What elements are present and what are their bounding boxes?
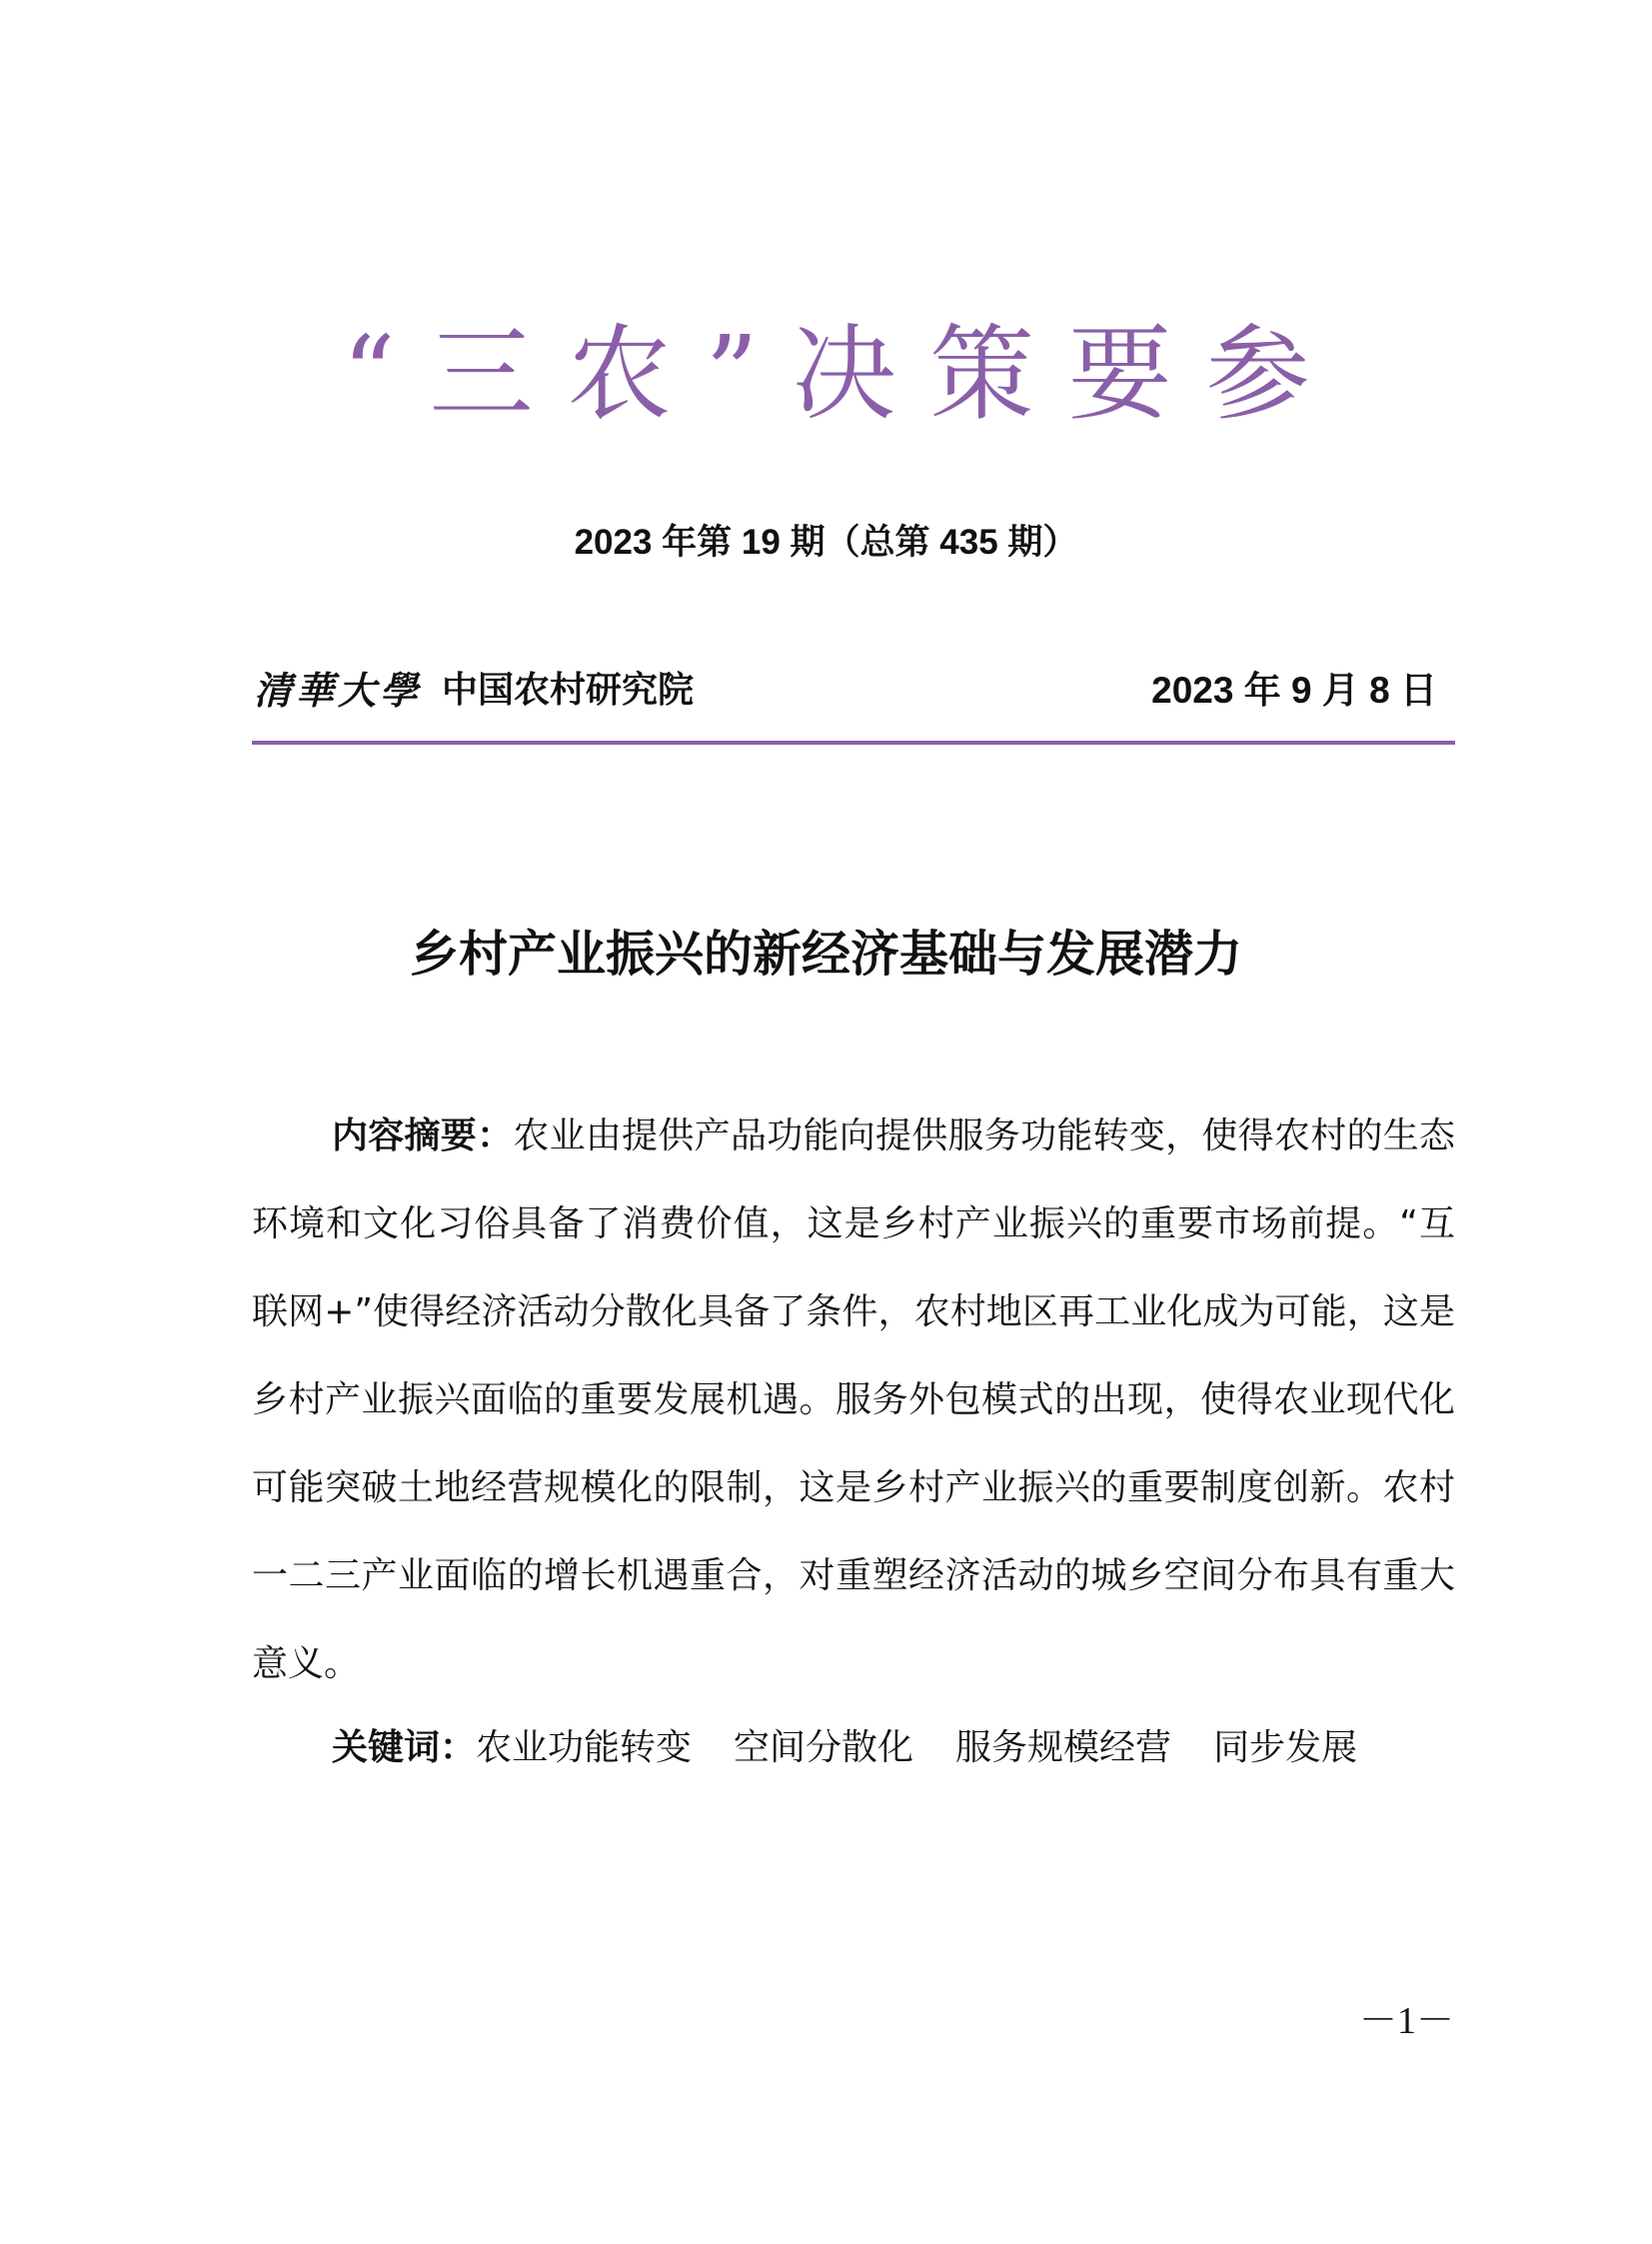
keyword-item: 服务规模经营 xyxy=(955,1727,1172,1768)
masthead-title: “三农”决策要参 xyxy=(342,313,1344,435)
abstract-text: 农业由提供产品功能向提供服务功能转变，使得农村的生态环境和文化习俗具备了消费价值，这是乡村产业振兴的重要市场前提。“互联网+”使得经济活动分散化具备了条件，农村地区再工业化成为可能，这是乡村产业振兴面临的重要发展机遇。服务外包模式的出现，使得农业现代化可能突破土地经营规模化的限制，这是乡村产业振兴的重要制度创新。农村一二三产业面临的增长机遇重合，对重塑经济活动的城乡空间分布具有重大意义。 xyxy=(252,1116,1455,1684)
publish-date: 2023 年 9 月 8 日 xyxy=(1151,670,1437,711)
abstract-paragraph xyxy=(252,1093,1455,1708)
keywords-line xyxy=(332,1704,1455,1792)
abstract-label: 内容摘要： xyxy=(332,1116,514,1156)
header-divider xyxy=(252,741,1455,745)
article-title: 乡村产业振兴的新经济基础与发展潜力 xyxy=(409,925,1242,983)
page-number: －1－ xyxy=(1358,2000,1454,2042)
institute-name: 中国农村研究院 xyxy=(442,669,695,711)
institute-block xyxy=(254,663,694,711)
keyword-item: 空间分散化 xyxy=(734,1727,914,1768)
issue-number: 2023 年第 19 期（总第 435 期） xyxy=(574,523,1078,562)
keyword-item: 农业功能转变 xyxy=(476,1727,693,1768)
keywords-label: 关键词： xyxy=(332,1727,477,1768)
tsinghua-logo: 清華大學 xyxy=(254,667,423,713)
keyword-item: 同步发展 xyxy=(1213,1727,1358,1768)
